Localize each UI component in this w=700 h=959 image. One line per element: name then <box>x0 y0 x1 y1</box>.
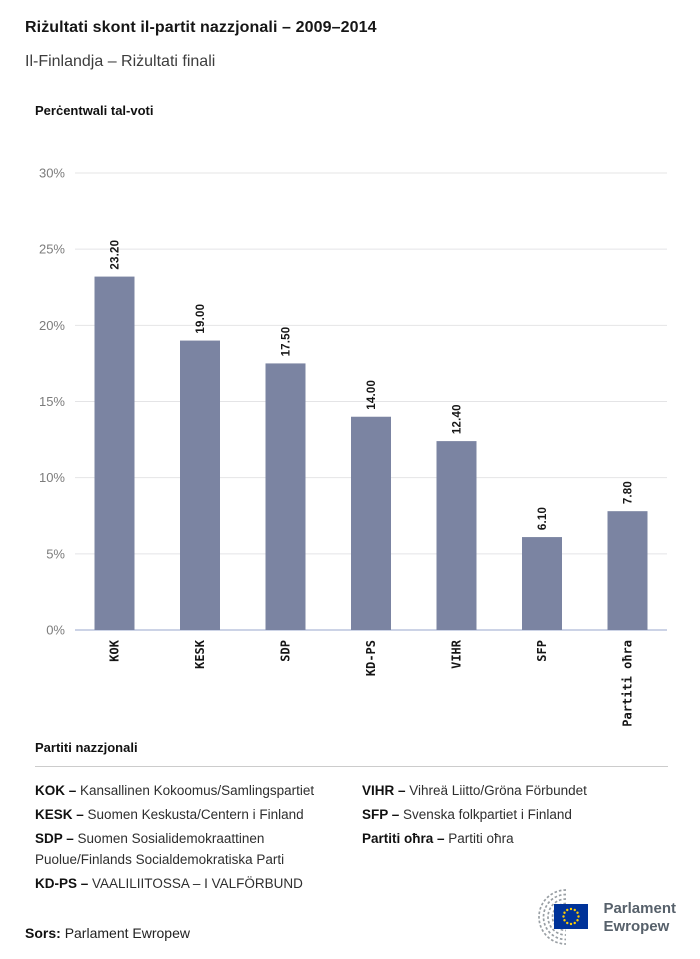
bar-SDP <box>266 363 306 630</box>
y-tick-label: 10% <box>38 470 65 486</box>
legend-heading: Partiti nazzjonali <box>35 740 138 755</box>
eu-star-icon <box>574 922 576 924</box>
eu-star-icon <box>577 912 579 914</box>
bar-value-label: 12.40 <box>451 404 464 435</box>
legend-item-code: VIHR – <box>362 783 406 798</box>
logo-text-line1: Parlament <box>603 900 676 917</box>
eu-star-icon <box>563 915 565 917</box>
bar-value-label: 7.80 <box>622 480 635 505</box>
legend-item-name: Kansallinen Kokoomus/Samlingspartiet <box>80 783 315 798</box>
legend-column-right <box>362 781 668 898</box>
legend-divider <box>35 766 668 767</box>
legend-item-kesk <box>35 805 362 826</box>
legend-item-code: Partiti oħra – <box>362 830 445 846</box>
ep-logo <box>514 889 676 947</box>
legend-item-code: SFP – <box>362 806 400 822</box>
legend-item-vihr <box>362 781 668 802</box>
bar-value-label: 14.00 <box>366 379 379 410</box>
legend-item-name: VAALILIITOSSA – I VALFÖRBUND <box>92 875 303 891</box>
legend-item-kdps <box>35 874 362 895</box>
y-tick-label: 5% <box>46 546 65 562</box>
legend-item-code: KD-PS – <box>35 875 89 891</box>
eu-star-icon <box>577 919 579 921</box>
eu-star-icon <box>578 915 580 917</box>
bar-KOK <box>95 277 135 630</box>
legend-item-name: Suomen Sosialidemokraattinen Puolue/Finlands Socialdemokratiska Parti <box>35 830 285 867</box>
logo-text <box>603 900 676 936</box>
source-value: Parlament Ewropew <box>64 925 190 941</box>
eu-flag-icon <box>554 904 588 929</box>
bar-value-label: 17.50 <box>280 326 293 357</box>
eu-star-icon <box>570 908 572 910</box>
bar-value-label: 23.20 <box>109 239 122 270</box>
legend-column-left <box>35 781 362 898</box>
legend-item-sfp <box>362 805 668 826</box>
eu-star-icon <box>564 919 566 921</box>
bar-chart <box>0 140 700 740</box>
legend-item-code: KOK – <box>35 783 77 798</box>
x-tick-label: VIHR <box>449 640 464 669</box>
bar-Partiti oħra <box>608 511 648 630</box>
chart-title: Perċentwali tal-voti <box>35 103 154 118</box>
eu-star-icon <box>564 912 566 914</box>
page-subtitle: Il-Finlandja – Riżultati finali <box>25 53 216 70</box>
x-tick-label: KOK <box>107 640 122 662</box>
y-tick-label: 15% <box>38 394 65 410</box>
y-tick-label: 20% <box>38 317 65 333</box>
x-tick-label: SFP <box>535 640 550 662</box>
page-title: Riżultati skont il-partit nazzjonali – 2009–2014 <box>25 19 377 36</box>
party-legend <box>35 740 668 898</box>
bar-KD-PS <box>351 417 391 630</box>
y-tick-label: 25% <box>38 241 65 257</box>
bar-value-label: 6.10 <box>537 506 550 531</box>
y-tick-label: 0% <box>46 622 65 638</box>
source-label: Sors: <box>25 925 61 941</box>
legend-item-kok <box>35 781 362 802</box>
eu-star-icon <box>567 909 569 911</box>
bar-SFP <box>522 537 562 630</box>
legend-item-code: KESK – <box>35 806 84 822</box>
bar-VIHR <box>437 441 477 630</box>
legend-item-code: SDP – <box>35 830 74 846</box>
legend-item-sdp <box>35 829 362 871</box>
source-line <box>25 925 190 941</box>
eu-star-icon <box>570 923 572 925</box>
bar-KESK <box>180 341 220 630</box>
y-tick-label: 30% <box>38 165 65 181</box>
eu-star-icon <box>574 909 576 911</box>
bar-value-label: 19.00 <box>195 303 208 334</box>
x-tick-label: KD-PS <box>364 640 379 677</box>
legend-item-name: Vihreä Liitto/Gröna Förbundet <box>409 783 587 798</box>
legend-item-name: Partiti oħra <box>448 830 514 846</box>
eu-star-icon <box>567 922 569 924</box>
legend-item-ohra <box>362 829 668 850</box>
x-tick-label: Partiti oħra <box>620 640 635 727</box>
x-tick-label: SDP <box>278 640 293 662</box>
legend-item-name: Svenska folkpartiet i Finland <box>403 806 572 822</box>
legend-item-name: Suomen Keskusta/Centern i Finland <box>87 806 304 822</box>
x-tick-label: KESK <box>193 640 208 669</box>
hemicycle-eu-flag-icon <box>514 889 594 947</box>
logo-text-line2: Ewropew <box>603 918 670 935</box>
